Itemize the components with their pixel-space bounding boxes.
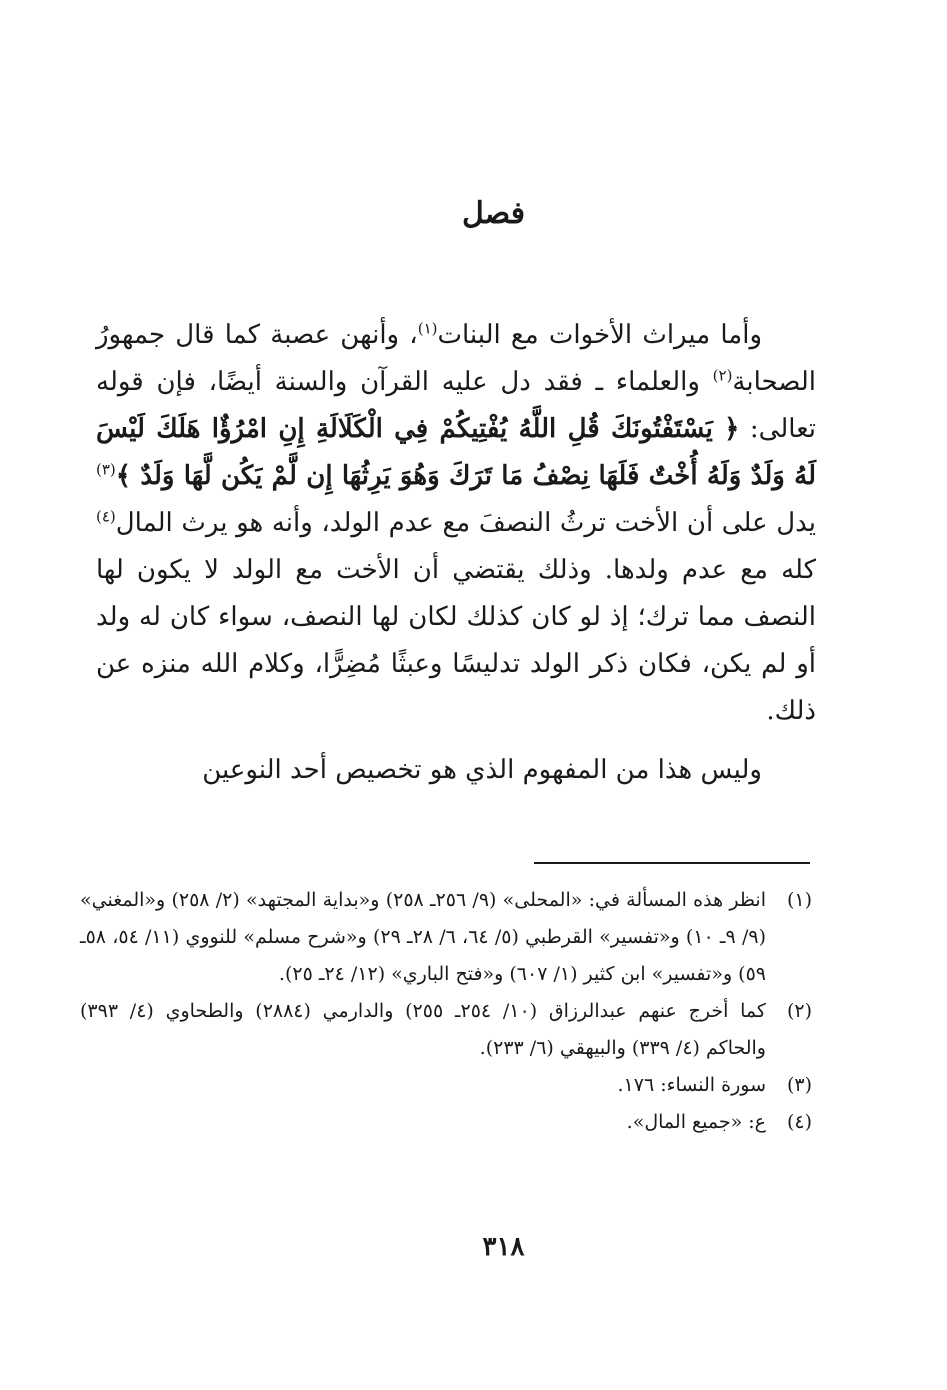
footnote-2: [80, 993, 812, 1067]
footnote-text: سورة النساء: ١٧٦.: [617, 1074, 766, 1096]
footnote-text: انظر هذه المسألة في: «المحلى» (٩/ ٢٥٦ـ ٢٥٨) و«بداية المجتهد» (٢/ ٢٥٨) و«المغني» (٩/ ٩ـ ١٠) و«تفسير» القرطبي (٥/ ٦٤، ٦/ ٢٨ـ ٢٩) و«شرح مسلم» للنووي (١١/ ٥٤، ٥٨ـ ٥٩) و«تفسير» ابن كثير (١/ ٦٠٧) و«فتح الباري» (١٢/ ٢٤ـ ٢٥).: [80, 889, 766, 985]
quran-verse: ﴿ يَسْتَفْتُونَكَ قُلِ اللَّهُ يُفْتِيكُمْ فِي الْكَلَالَةِ إِنِ امْرُؤٌا هَلَكَ لَيْسَ لَهُ وَلَدٌ وَلَهُ أُخْتٌ فَلَهَا نِصْفُ مَا تَرَكَ وَهُوَ يَرِثُهَا إِن لَّمْ يَكُن لَّهَا وَلَدٌ ﴾: [96, 414, 816, 491]
footnote-separator: [534, 862, 810, 864]
paragraph-1-part-e: كله مع عدم ولدها. وذلك يقتضي أن الأخت مع الولد لا يكون لها النصف مما ترك؛ إذ لو كان كذلك لكان لها النصف، سواء كان له ولد أو لم يكن، فكان ذكر الولد تدليسًا وعبثًا مُضِرًّا، وكلام الله منزه عن ذلك.: [96, 555, 816, 726]
paragraph-1-part-c: والعلماء ـ فقد دل عليه القرآن والسنة أيضًا، فإن قوله تعالى:: [96, 367, 816, 444]
page-number-text: ٣١٨: [482, 1232, 525, 1262]
paragraph-1-part-a: وأما ميراث الأخوات مع البنات: [437, 320, 763, 350]
paragraph-2: وليس هذا من المفهوم الذي هو تخصيص أحد النوعين: [202, 755, 762, 785]
footnote-number: (٣): [786, 1074, 812, 1096]
footnote-text: ع: «جميع المال».: [626, 1111, 766, 1133]
footnote-4: [80, 1104, 812, 1141]
footnote-number: (١): [786, 889, 812, 911]
footnote-ref-3: (٣): [96, 460, 116, 479]
page-number: [0, 1232, 947, 1262]
footnote-1: [80, 882, 812, 993]
main-text: [96, 312, 816, 794]
footnote-ref-1: (١): [417, 319, 438, 338]
footnotes: [80, 882, 812, 1141]
footnote-number: (٤): [786, 1111, 812, 1133]
paragraph-1-part-b: ، وأنهن عصبة كما قال جمهورُ الصحابة: [96, 320, 816, 397]
section-heading: [0, 196, 947, 231]
footnote-ref-2: (٢): [712, 366, 733, 385]
paragraph-1: [96, 312, 816, 735]
footnote-text: كما أخرج عنهم عبدالرزاق (١٠/ ٢٥٤ـ ٢٥٥) والدارمي (٢٨٨٤) والطحاوي (٤/ ٣٩٣) والحاكم (٤/ ٣٣٩) والبيهقي (٦/ ٢٣٣).: [80, 1000, 766, 1059]
footnote-number: (٢): [786, 1000, 812, 1022]
footnote-3: [80, 1067, 812, 1104]
section-heading-text: فصل: [461, 196, 526, 231]
footnote-ref-4: (٤): [96, 507, 116, 526]
paragraph-1-part-d: يدل على أن الأخت ترثُ النصفَ مع عدم الولد، وأنه هو يرث المال: [115, 508, 816, 538]
